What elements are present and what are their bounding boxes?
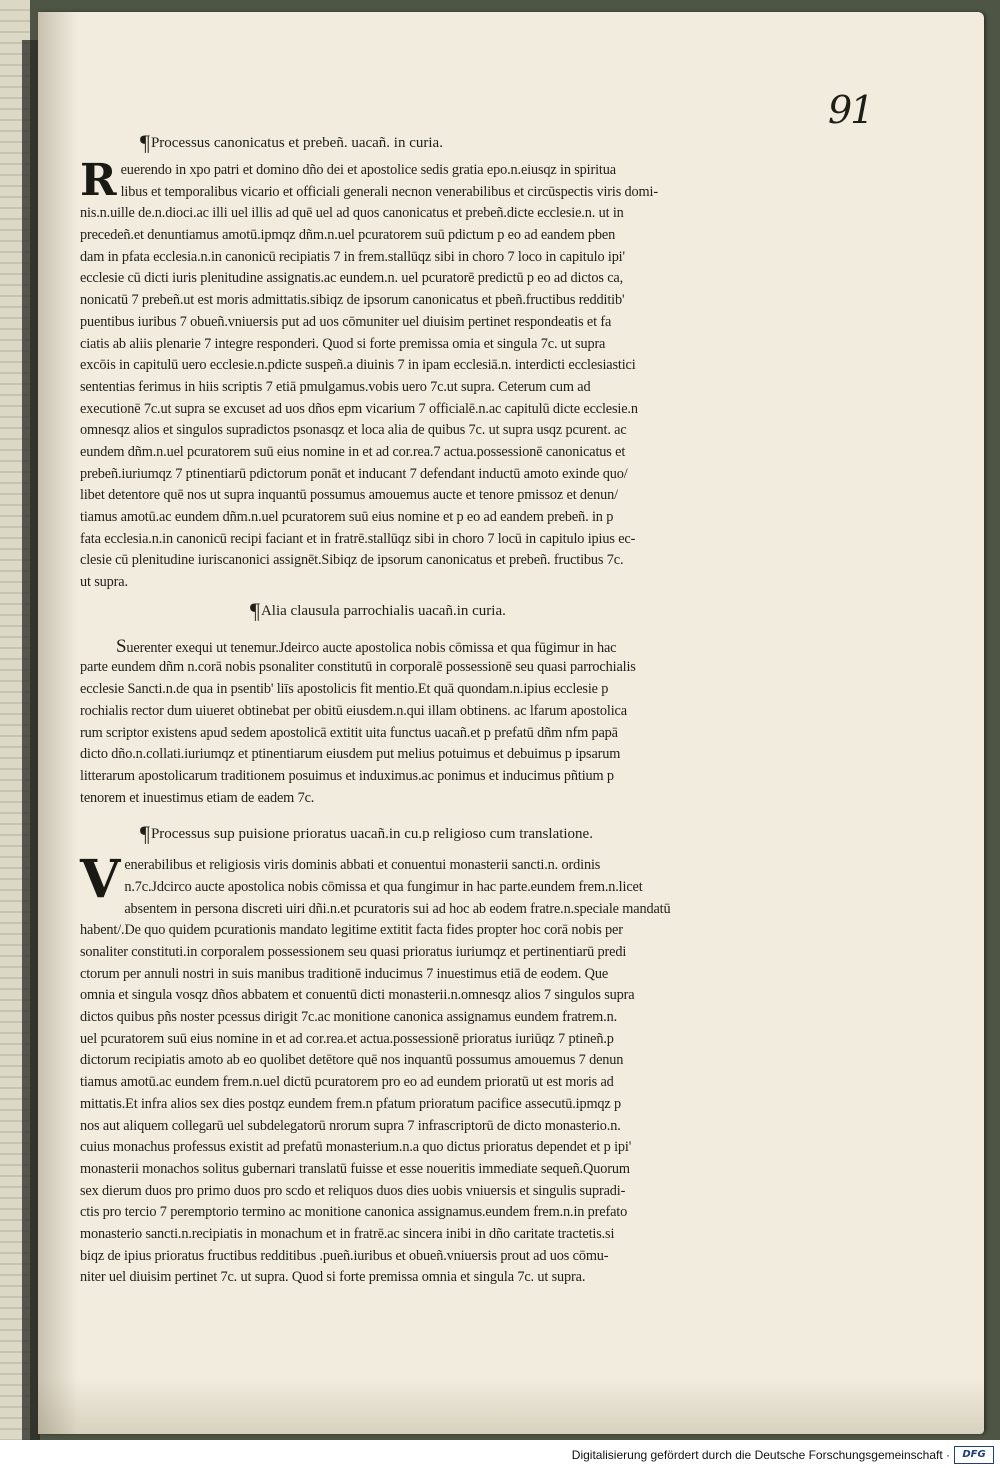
text-line: niter uel diuisim pertinet 7c. ut supra. Quod si forte premissa omnia et singula 7c. ut supra.: [80, 1269, 586, 1286]
text-line: dam in pfata ecclesia.n.in canonicū recipiatis 7 in frem.stallūqz sibi in choro 7 loco in capitulo ipi': [80, 248, 625, 265]
text-line: dictorum recipiatis amoto ab eo quolibet detētore quē nos inquantū possumus amouemus 7 denun: [80, 1052, 624, 1069]
initial-capital: V: [80, 849, 121, 911]
text-block: [80, 132, 800, 1289]
section-heading: [250, 597, 800, 623]
text-line: nonicatū 7 prebeñ.ut est moris admittatis.sibiqz de ipsorum canonicatus et pbeñ.fructibus redditib': [80, 292, 625, 309]
text-line: tenorem et inuestimus etiam de eadem 7c.: [80, 789, 315, 806]
text-line: nis.n.uille de.n.dioci.ac illi uel illis ad quē uel ad quos canonicatus et prebeñ.dicte ecclesie.n. ut in: [80, 205, 624, 222]
text-line: tiamus amotū.ac eundem frem.n.uel dictū pcuratorem pro eo ad eundem prioratū ut est moris ad: [80, 1074, 614, 1091]
paragraph: [80, 155, 800, 594]
dfg-logo-icon: DFG: [954, 1446, 994, 1464]
text-line: habent/.De quo quidem pcurationis mandato legitime extitit facta fides propter hoc corā nobis per: [80, 922, 623, 939]
footer-bar: [0, 1440, 1000, 1468]
paragraph: [80, 849, 800, 1289]
pilcrow-icon: ¶: [140, 821, 150, 847]
text-line: nos aut aliquem collegarū uel subdelegatorū nrorum supra 7 infrascriptorū de dicto monasterio.n.: [80, 1117, 621, 1134]
heading-text: Processus canonicatus et prebeñ. uacañ. in curia.: [150, 135, 443, 151]
text-line: executionē 7c.ut supra se excuset ad uos dños epm vicarium 7 officialē.n.ac capitulū dicte ecclesie.n: [80, 400, 638, 417]
text-line: absentem in persona discreti uiri dñi.n.et pcuratoris sui ad hoc ab eodem fratre.n.speciale mandatū: [124, 900, 671, 917]
text-line-content: uerenter exequi ut tenemur.Jdeirco aucte apostolica nobis cōmissa et qua fūgimur in hac: [126, 639, 617, 656]
text-line: omnesqz alios et singulos supradictos psonasqz et loca alia de quibus 7c. ut supra usqz pcurent. ac: [80, 422, 627, 439]
text-line: precedeñ.et denuntiamus amotū.ipmqz dñm.n.uel pcuratorem suū pdictum p eo ad eandem pben: [80, 227, 616, 244]
heading-text: Processus sup puisione prioratus uacañ.in cu.p religioso cum translatione.: [150, 826, 593, 843]
heading-text: Alia clausula parrochialis uacañ.in curia.: [260, 602, 506, 619]
text-line: fata ecclesia.n.in canonicū recipi faciant et in fratrē.stallūqz sibi in choro 7 locū in capitulo ipius ec-: [80, 530, 636, 547]
text-line: cuius monachus professus existit ad prefatū monasterium.n.a quo dictus prioratus dependet et p ipi': [80, 1139, 632, 1156]
text-line: sententias ferimus in hiis scriptis 7 etiā pmulgamus.vobis uero 7c.ut supra. Ceterum cum ad: [80, 378, 591, 395]
text-line: tiamus amotū.ac eundem dñm.n.uel pcuratorem suū eius nomine et p eo ad eandem prebeñ. in p: [80, 509, 614, 525]
text-line: libus et temporalibus vicario et officiali generali necnon venerabilibus et circūspectis viris domi-: [120, 183, 658, 200]
text-line: excōis in capitulū uero ecclesie.n.pdicte suspeñ.a diuinis 7 in ipam ecclesiā.n. interdicti ecclesiastici: [80, 357, 636, 374]
text-line: ut supra.: [80, 574, 128, 591]
text-line: ctis pro tercio 7 peremptorio termino ac monitione canonica assignamus.eundem frem.n.in prefato: [80, 1204, 628, 1221]
initial-capital: S: [116, 635, 127, 657]
text-line: monasterii monachos solitus gubernari translatū fuisse et esse noueritis immediate sequeñ.Quorum: [80, 1160, 630, 1177]
text-line: litterarum apostolicarum traditionem posuimus et induximus.ac ponimus et inducimus pñtium p: [80, 767, 614, 784]
text-line: puentibus iuribus 7 obueñ.vniuersis put ad uos cōmuniter uel diuisim pertinet respondeatis et fa: [80, 313, 612, 330]
text-line: prebeñ.iuriumqz 7 ptinentiarū pdictorum ponāt et inducant 7 defendant inductū amoto exinde quo/: [80, 465, 628, 482]
text-line: ecclesie cū dicti iuris plenitudine assignatis.ac eundem.n. uel pcuratorē predictū p eo ad dictos ca,: [80, 270, 624, 287]
text-line: euerendo in xpo patri et domino dño dei et apostolice sedis gratia epo.n.eiusqz in spiritua: [120, 162, 616, 178]
text-line: ctorum per annuli nostri in suis manibus traditionē inducimus 7 inuestimus etiā de eodem. Que: [80, 965, 609, 982]
initial-capital: R: [80, 155, 117, 206]
text-line: [80, 636, 800, 658]
text-line: ciatis ab aliis plenarie 7 integre responderi. Quod si forte premissa omia et singula 7c. ut supra: [80, 335, 606, 352]
section-heading: [140, 823, 800, 845]
pilcrow-icon: ¶: [140, 130, 150, 155]
text-line: clesie cū plenitudine iuriscanonici assignēt.Sibiqz de ipsorum canonicatus et prebeñ. fructibus 7c.: [80, 552, 624, 569]
text-line: dicto dño.n.collati.iuriumqz et ptinentiarum eiusdem put melius potuimus et debuimus p ipsarum: [80, 746, 621, 763]
section-heading: [140, 132, 800, 154]
text-line: rochialis rector dum uiueret obtinebat per obitū eiusdem.n.qui illam obtinens. ac lfarum apostolica: [80, 702, 627, 719]
text-line: uel pcuratorem suū eius nomine in et ad cor.rea.et actua.possessionē prioratus iuriūqz 7 ptineñ.p: [80, 1030, 614, 1047]
text-line: sex dierum duos pro primo duos pro scdo et reliquos duos dies uobis vniuersis et singulis supradi-: [80, 1182, 626, 1199]
text-line: enerabilibus et religiosis viris dominis abbati et conuentui monasterii sancti.n. ordinis: [124, 857, 601, 874]
text-line: monasterio sancti.n.recipiatis in monachum et in fratrē.ac sincera inibi in dño caritate tractetis.si: [80, 1225, 615, 1242]
text-line: biqz de ipius prioratus fructibus redditibus .pueñ.iuribus et obueñ.vniuersis prout ad uos cōmu-: [80, 1247, 609, 1264]
book-page: [38, 12, 984, 1434]
text-line: mittatis.Et infra alios sex dies postqz eundem frem.n pfatum prioratum pacifice assecutū.ipmqz p: [80, 1095, 622, 1112]
text-line: n.7c.Jdcirco aucte apostolica nobis cōmissa et qua fungimur in hac parte.eundem frem.n.licet: [124, 878, 643, 895]
text-line: sonaliter constituti.in corporalem possessionem seu quasi prioratus iuriumqz et pertinentiarū predi: [80, 944, 627, 960]
text-line: libet detentore quē nos ut supra inquantū possumus amouemus aucte et tenore pmissoz et denun/: [80, 487, 618, 504]
text-line: rum scriptor existens apud sedem apostolicā extitit uita functus uacañ.et p prefatū dñm nfm papā: [80, 724, 618, 741]
text-line: eundem dñm.n.uel pcuratorem suū eius nomine in et ad cor.rea.7 actua.possessionē canonicatus et: [80, 443, 626, 460]
text-line: parte eundem dñm n.corā nobis psonaliter constitutū in corporalē possessionē seu quasi parrochialis: [80, 659, 636, 676]
paragraph: [80, 636, 800, 810]
text-line: omnia et singula vosqz dños abbatem et conuentū dicti monasterii.n.omnesqz alios 7 singulos supra: [80, 987, 635, 1004]
page-number: 91: [828, 88, 873, 132]
funding-credit: Digitalisierung gefördert durch die Deutsche Forschungsgemeinschaft ·: [571, 1448, 950, 1462]
text-line: ecclesie Sancti.n.de qua in psentib' liīs apostolicis fit mentio.Et quā quondam.n.ipius ecclesie p: [80, 681, 609, 698]
text-line: dictos quibus pñs noster pcessus dirigit 7c.ac monitione canonica assignamus eundem fratrem.n.: [80, 1009, 618, 1026]
pilcrow-icon: ¶: [250, 597, 260, 623]
